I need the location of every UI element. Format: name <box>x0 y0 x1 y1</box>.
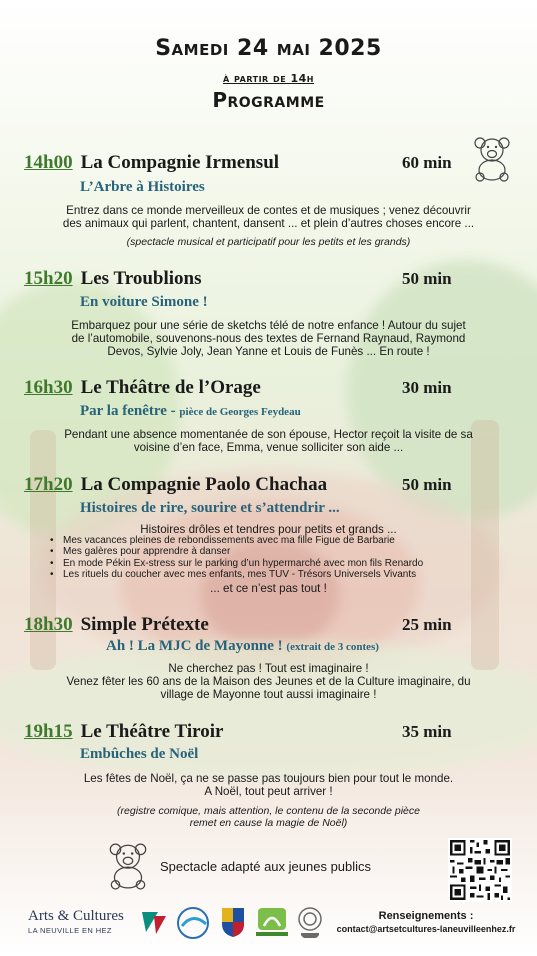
coat-of-arms-logo <box>220 906 246 938</box>
teddy-bear-icon <box>470 134 514 182</box>
event-5-header <box>24 613 464 637</box>
list-item: • Les rituels du coucher avec mes enfants, mes TUV - Trésors Universels Vivants <box>50 569 520 580</box>
event-time: 18h30 <box>24 614 73 635</box>
event-outro: ... et ce n’est pas tout ! <box>210 582 327 595</box>
event-duration: 30 min <box>402 378 452 397</box>
event-time: 14h00 <box>24 152 73 173</box>
programme-title: Programme <box>212 88 325 112</box>
qr-code[interactable] <box>448 838 512 902</box>
start-time: à partir de 14h <box>222 72 314 85</box>
event-time: 17h20 <box>24 474 73 495</box>
event-company: Simple Prétexte <box>80 614 209 635</box>
event-company: La Compagnie Paolo Chachaa <box>80 474 328 495</box>
event-date: Samedi 24 mai 2025 <box>155 36 382 61</box>
event-company: La Compagnie Irmensul <box>80 152 280 173</box>
event-title: En voiture Simone ! <box>80 294 208 310</box>
event-duration: 25 min <box>402 615 452 634</box>
event-3-header <box>24 376 464 400</box>
event-company: Le Théâtre Tiroir <box>80 721 224 742</box>
contact-email[interactable]: contact@artsetcultures-laneuvilleenhez.fr <box>336 924 516 934</box>
event-time: 16h30 <box>24 377 73 398</box>
event-title: Embûches de Noël <box>80 746 199 762</box>
event-description: Les fêtes de Noël, ça ne se passe pas toujours bien pour tout le monde. A Noël, tout peut arriver ! <box>83 772 454 798</box>
list-item: • Mes vacances pleines de rebondissements avec ma fille Figue de Barbarie <box>50 535 520 546</box>
event-description: Entrez dans ce monde merveilleux de contes et de musiques ; venez découvrir des animaux qui parlent, chantent, dansent ... et plein d’autres choses encore ... <box>62 204 475 230</box>
event-time: 15h20 <box>24 268 73 289</box>
contact-title: Renseignements : <box>378 910 474 922</box>
event-title: Par la fenêtre - pièce de Georges Feydeau <box>80 403 301 419</box>
event-duration: 60 min <box>402 153 452 172</box>
event-note: (spectacle musical et participatif pour les petits et les grands) <box>126 236 411 248</box>
credit-agricole-logo <box>138 906 170 938</box>
teddy-bear-icon <box>104 840 152 890</box>
event-company: Le Théâtre de l’Orage <box>80 377 261 398</box>
station-verte-logo <box>254 906 290 938</box>
event-1-header <box>24 151 464 175</box>
event-duration: 50 min <box>402 269 452 288</box>
list-item: • Mes galères pour apprendre à danser <box>50 546 520 557</box>
arts-cultures-logo: Arts & Cultures LA NEUVILLE EN HEZ <box>28 908 124 935</box>
event-2-header <box>24 267 464 291</box>
radio-logo <box>176 906 214 940</box>
event-6-header <box>24 720 464 744</box>
oise-logo <box>297 906 323 940</box>
event-time: 19h15 <box>24 721 73 742</box>
event-description: Ne cherchez pas ! Tout est imaginaire ! Venez fêter les 60 ans de la Maison des Jeunes et de la Culture imaginaire, du village de Mayonne tout aussi imaginaire ! <box>66 662 471 701</box>
event-title: Histoires de rire, sourire et s’attendrir ... <box>80 500 340 516</box>
contact-info <box>326 910 526 936</box>
young-public-note: Spectacle adapté aux jeunes publics <box>160 859 372 874</box>
event-title: Ah ! La MJC de Mayonne ! (extrait de 3 contes) <box>106 638 379 654</box>
event-4-header <box>24 473 464 497</box>
list-item: • En mode Pékin Ex-stress sur le parking d’un hypermarché avec mon fils Renardo <box>50 558 520 569</box>
event-duration: 35 min <box>402 722 452 741</box>
event-company: Les Troublions <box>80 268 202 289</box>
event-note: (registre comique, mais attention, le contenu de la seconde pièce remet en cause la magie de Noël) <box>117 805 420 829</box>
event-description: Pendant une absence momentanée de son épouse, Hector reçoit la visite de sa voisine d’en face, Emma, venue solliciter son aide ... <box>64 428 473 454</box>
event-duration: 50 min <box>402 475 452 494</box>
event-intro: Histoires drôles et tendres pour petits et grands ... <box>140 523 397 536</box>
event-title: L’Arbre à Histoires <box>80 179 205 195</box>
event-bullet-list <box>40 535 520 581</box>
event-description: Embarquez pour une série de sketchs télé de notre enfance ! Autour du sujet de l’automobile, souvenons-nous des textes de Fernand Raynaud, Raymond Devos, Sylvie Joly, Jean Yanne et Louis de Funès ... En route ! <box>71 319 466 358</box>
